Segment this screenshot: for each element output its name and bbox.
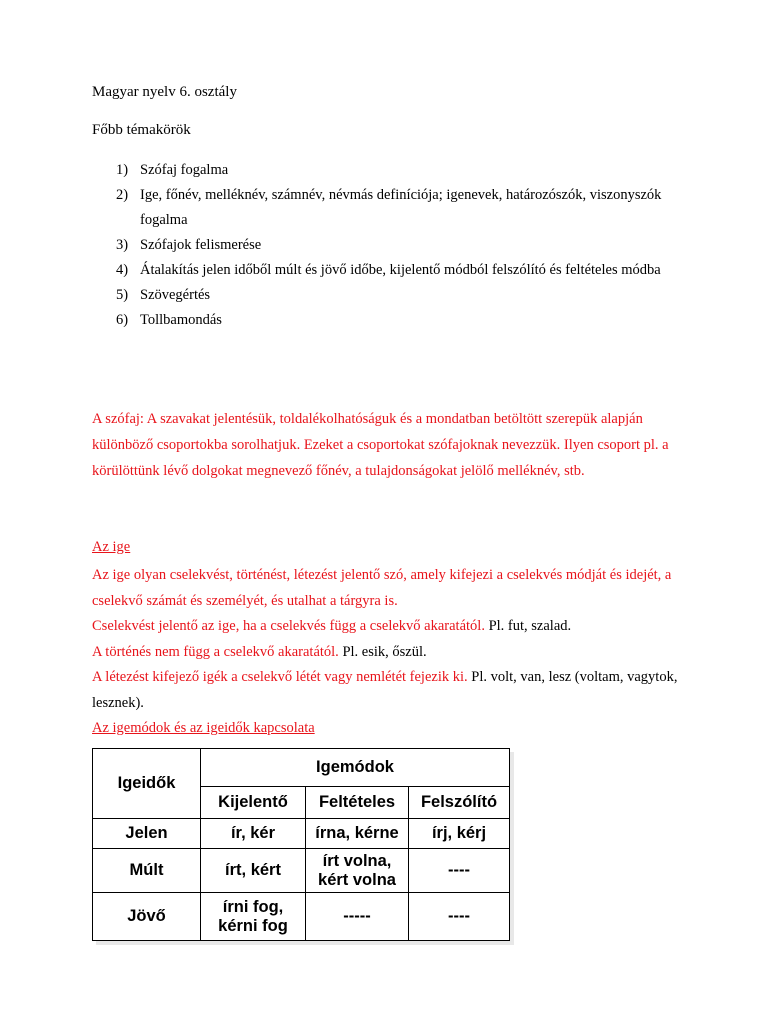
list-text: Szófaj fogalma <box>140 162 229 178</box>
table-group-header: Igemódok <box>201 749 510 787</box>
list-number: 1) <box>116 162 129 178</box>
table-row-header: Jelen <box>93 819 201 849</box>
tortenes-example: Pl. esik, őszül. <box>338 643 427 660</box>
list-item <box>116 308 696 333</box>
list-item <box>116 158 696 183</box>
list-text: Tollbamondás <box>140 312 222 328</box>
cselekves-example: Pl. fut, szalad. <box>484 618 572 634</box>
list-item <box>116 283 696 308</box>
table-cell: ír, kér <box>201 819 306 849</box>
table-cell: ---- <box>409 849 510 893</box>
szofaj-paragraph: A szófaj: A szavakat jelentésük, toldalékolhatóságuk és a mondatban betöltött szerepük alapján különböző csoportokba sorolhatjuk. Ezeket a csoportokat szófajoknak nevezzük. Ilyen csoport pl. a körülöttünk lévő dolgokat megnevező főnév, a tulajdonságokat jelölő melléknév, stb. <box>92 411 669 479</box>
letezes-line <box>92 665 712 716</box>
list-number: 2) <box>116 187 129 203</box>
list-item <box>116 233 696 258</box>
table-column-header: Feltételes <box>306 787 409 819</box>
list-number: 3) <box>116 237 129 253</box>
table-row <box>93 849 510 893</box>
igemod-igeido-table <box>92 748 510 941</box>
list-text: Szófajok felismerése <box>140 237 262 253</box>
ige-definition: Az ige olyan cselekvést, történést, létezést jelentő szó, amely kifejezi a cselekvés módját és idejét, a cselekvő számát és személyét, és utalhat a tárgyra is. <box>92 567 672 609</box>
table-row-header: Múlt <box>93 849 201 893</box>
tortenes-line <box>92 640 712 666</box>
table-row <box>93 819 510 849</box>
table-cell: írna, kérne <box>306 819 409 849</box>
table-column-header: Kijelentő <box>201 787 306 819</box>
table-cell: írj, kérj <box>409 819 510 849</box>
topic-list <box>116 158 696 333</box>
table-cell: írni fog, kérni fog <box>201 893 306 941</box>
ige-section <box>92 563 712 716</box>
ige-heading: Az ige <box>92 539 131 555</box>
list-number: 4) <box>116 262 129 278</box>
list-text: Átalakítás jelen időből múlt és jövő időbe, kijelentő módból felszólító és feltételes módba <box>140 262 661 278</box>
table-row <box>93 893 510 941</box>
table-corner-header: Igeidők <box>93 749 201 819</box>
list-text: Ige, főnév, melléknév, számnév, névmás definíciója; igenevek, határozószók, viszonyszók fogalma <box>140 187 662 228</box>
document-subtitle: Főbb témakörök <box>92 122 191 138</box>
list-number: 5) <box>116 287 129 303</box>
document-title: Magyar nyelv 6. osztály <box>92 84 237 100</box>
list-text: Szövegértés <box>140 287 211 303</box>
table-cell: írt, kért <box>201 849 306 893</box>
table-cell: írt volna, kért volna <box>306 849 409 893</box>
table-row-header: Jövő <box>93 893 201 941</box>
table-cell: ----- <box>306 893 409 941</box>
table-column-header: Felszólító <box>409 787 510 819</box>
letezes-example: Pl. volt, van, lesz (voltam, vagytok, lesznek). <box>92 669 678 711</box>
cselekves-text: Cselekvést jelentő az ige, ha a cselekvés függ a cselekvő akaratától. <box>92 618 485 634</box>
list-item <box>116 183 696 233</box>
cselekves-line <box>92 614 712 640</box>
table-cell: ---- <box>409 893 510 941</box>
tortenes-text: A történés nem függ a cselekvő akaratától. <box>92 643 339 660</box>
letezes-text: A létezést kifejező igék a cselekvő létét vagy nemlétét fejezik ki. <box>92 669 468 685</box>
list-number: 6) <box>116 312 129 328</box>
list-item <box>116 258 696 283</box>
kapcsolat-heading: Az igemódok és az igeidők kapcsolata <box>92 720 315 736</box>
